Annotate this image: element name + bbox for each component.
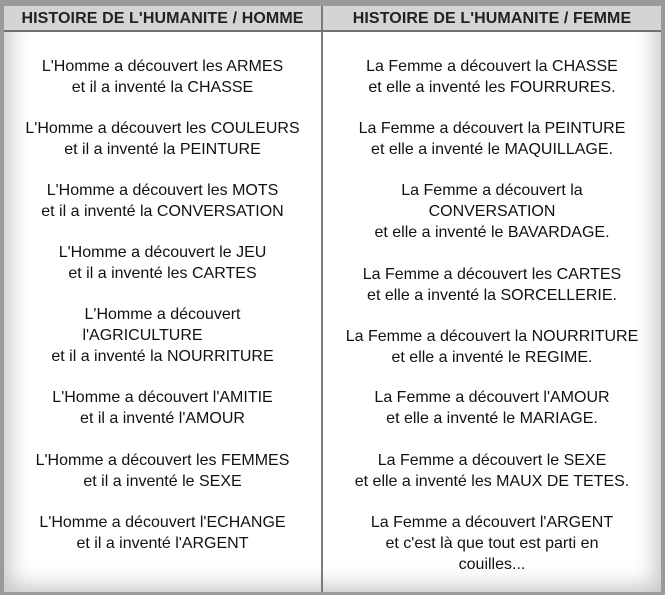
entry-line: L'Homme a découvert l'ECHANGE — [39, 514, 286, 531]
entry-line: La Femme a découvert l'AMOUR — [374, 389, 610, 406]
entry-line: couilles... — [458, 556, 526, 573]
entry-line: et il a inventé la PEINTURE — [64, 141, 261, 158]
homme-entry-5 — [4, 304, 321, 367]
entry-line: L'Homme a découvert les COULEURS — [25, 120, 300, 137]
entry-line: et c'est là que tout est parti en — [385, 535, 599, 552]
femme-entry-4 — [323, 264, 661, 306]
entry-line: et elle a inventé la SORCELLERIE. — [367, 287, 617, 304]
homme-entry-7 — [4, 450, 321, 492]
homme-entry-3 — [4, 180, 321, 222]
homme-entry-4 — [4, 242, 321, 284]
column-header-homme: HISTOIRE DE L'HUMANITE / HOMME — [4, 6, 321, 32]
femme-entry-1 — [323, 56, 661, 98]
femme-entry-3 — [323, 180, 661, 243]
homme-entry-1 — [4, 56, 321, 98]
entry-line: La Femme a découvert l'ARGENT — [370, 514, 614, 531]
column-header-femme: HISTOIRE DE L'HUMANITE / FEMME — [323, 6, 661, 32]
entry-line: et il a inventé la CONVERSATION — [41, 203, 284, 220]
entry-line: L'Homme a découvert le JEU — [58, 244, 267, 261]
entry-line: L'Homme a découvert les MOTS — [46, 182, 279, 199]
entry-line: et il a inventé la CHASSE — [71, 79, 254, 96]
entry-line: et il a inventé le SEXE — [83, 473, 242, 490]
entry-line: L'Homme a découvert l'AMITIE — [52, 389, 273, 406]
entry-line: et elle a inventé le MAQUILLAGE. — [371, 141, 613, 158]
entry-line: et il a inventé l'ARGENT — [76, 535, 249, 552]
entry-line: La Femme a découvert la NOURRITURE — [345, 328, 639, 345]
entry-line: et elle a inventé le BAVARDAGE. — [374, 224, 610, 241]
column-homme — [4, 6, 321, 592]
entry-line: et elle a inventé les FOURRURES. — [368, 79, 616, 96]
comparison-table — [4, 6, 661, 592]
entry-line: et elle a inventé le REGIME. — [391, 349, 593, 366]
homme-entry-6 — [4, 387, 321, 429]
entry-line: L'Homme a découvert — [84, 306, 241, 323]
entry-line: et elle a inventé les MAUX DE TETES. — [354, 473, 630, 490]
entry-line: et il a inventé les CARTES — [68, 265, 257, 282]
entry-line: La Femme a découvert la — [401, 182, 583, 199]
femme-entry-8 — [323, 512, 661, 575]
entry-line: CONVERSATION — [428, 203, 556, 220]
entry-line: L'Homme a découvert les ARMES — [41, 58, 284, 75]
column-femme — [321, 6, 661, 592]
entry-line: et elle a inventé le MARIAGE. — [386, 410, 598, 427]
entry-line: La Femme a découvert les CARTES — [362, 266, 622, 283]
femme-entry-7 — [323, 450, 661, 492]
entry-line: La Femme a découvert la CHASSE — [366, 58, 618, 75]
entry-line: l'AGRICULTURE — [82, 327, 203, 344]
femme-entry-5 — [323, 326, 661, 368]
entry-line: La Femme a découvert la PEINTURE — [358, 120, 626, 137]
femme-entry-2 — [323, 118, 661, 160]
homme-entry-2 — [4, 118, 321, 160]
entry-line: et il a inventé la NOURRITURE — [51, 348, 274, 365]
entry-line: La Femme a découvert le SEXE — [377, 452, 607, 469]
homme-entry-8 — [4, 512, 321, 554]
entry-line: L'Homme a découvert les FEMMES — [35, 452, 290, 469]
entry-line: et il a inventé l'AMOUR — [80, 410, 245, 427]
femme-entry-6 — [323, 387, 661, 429]
